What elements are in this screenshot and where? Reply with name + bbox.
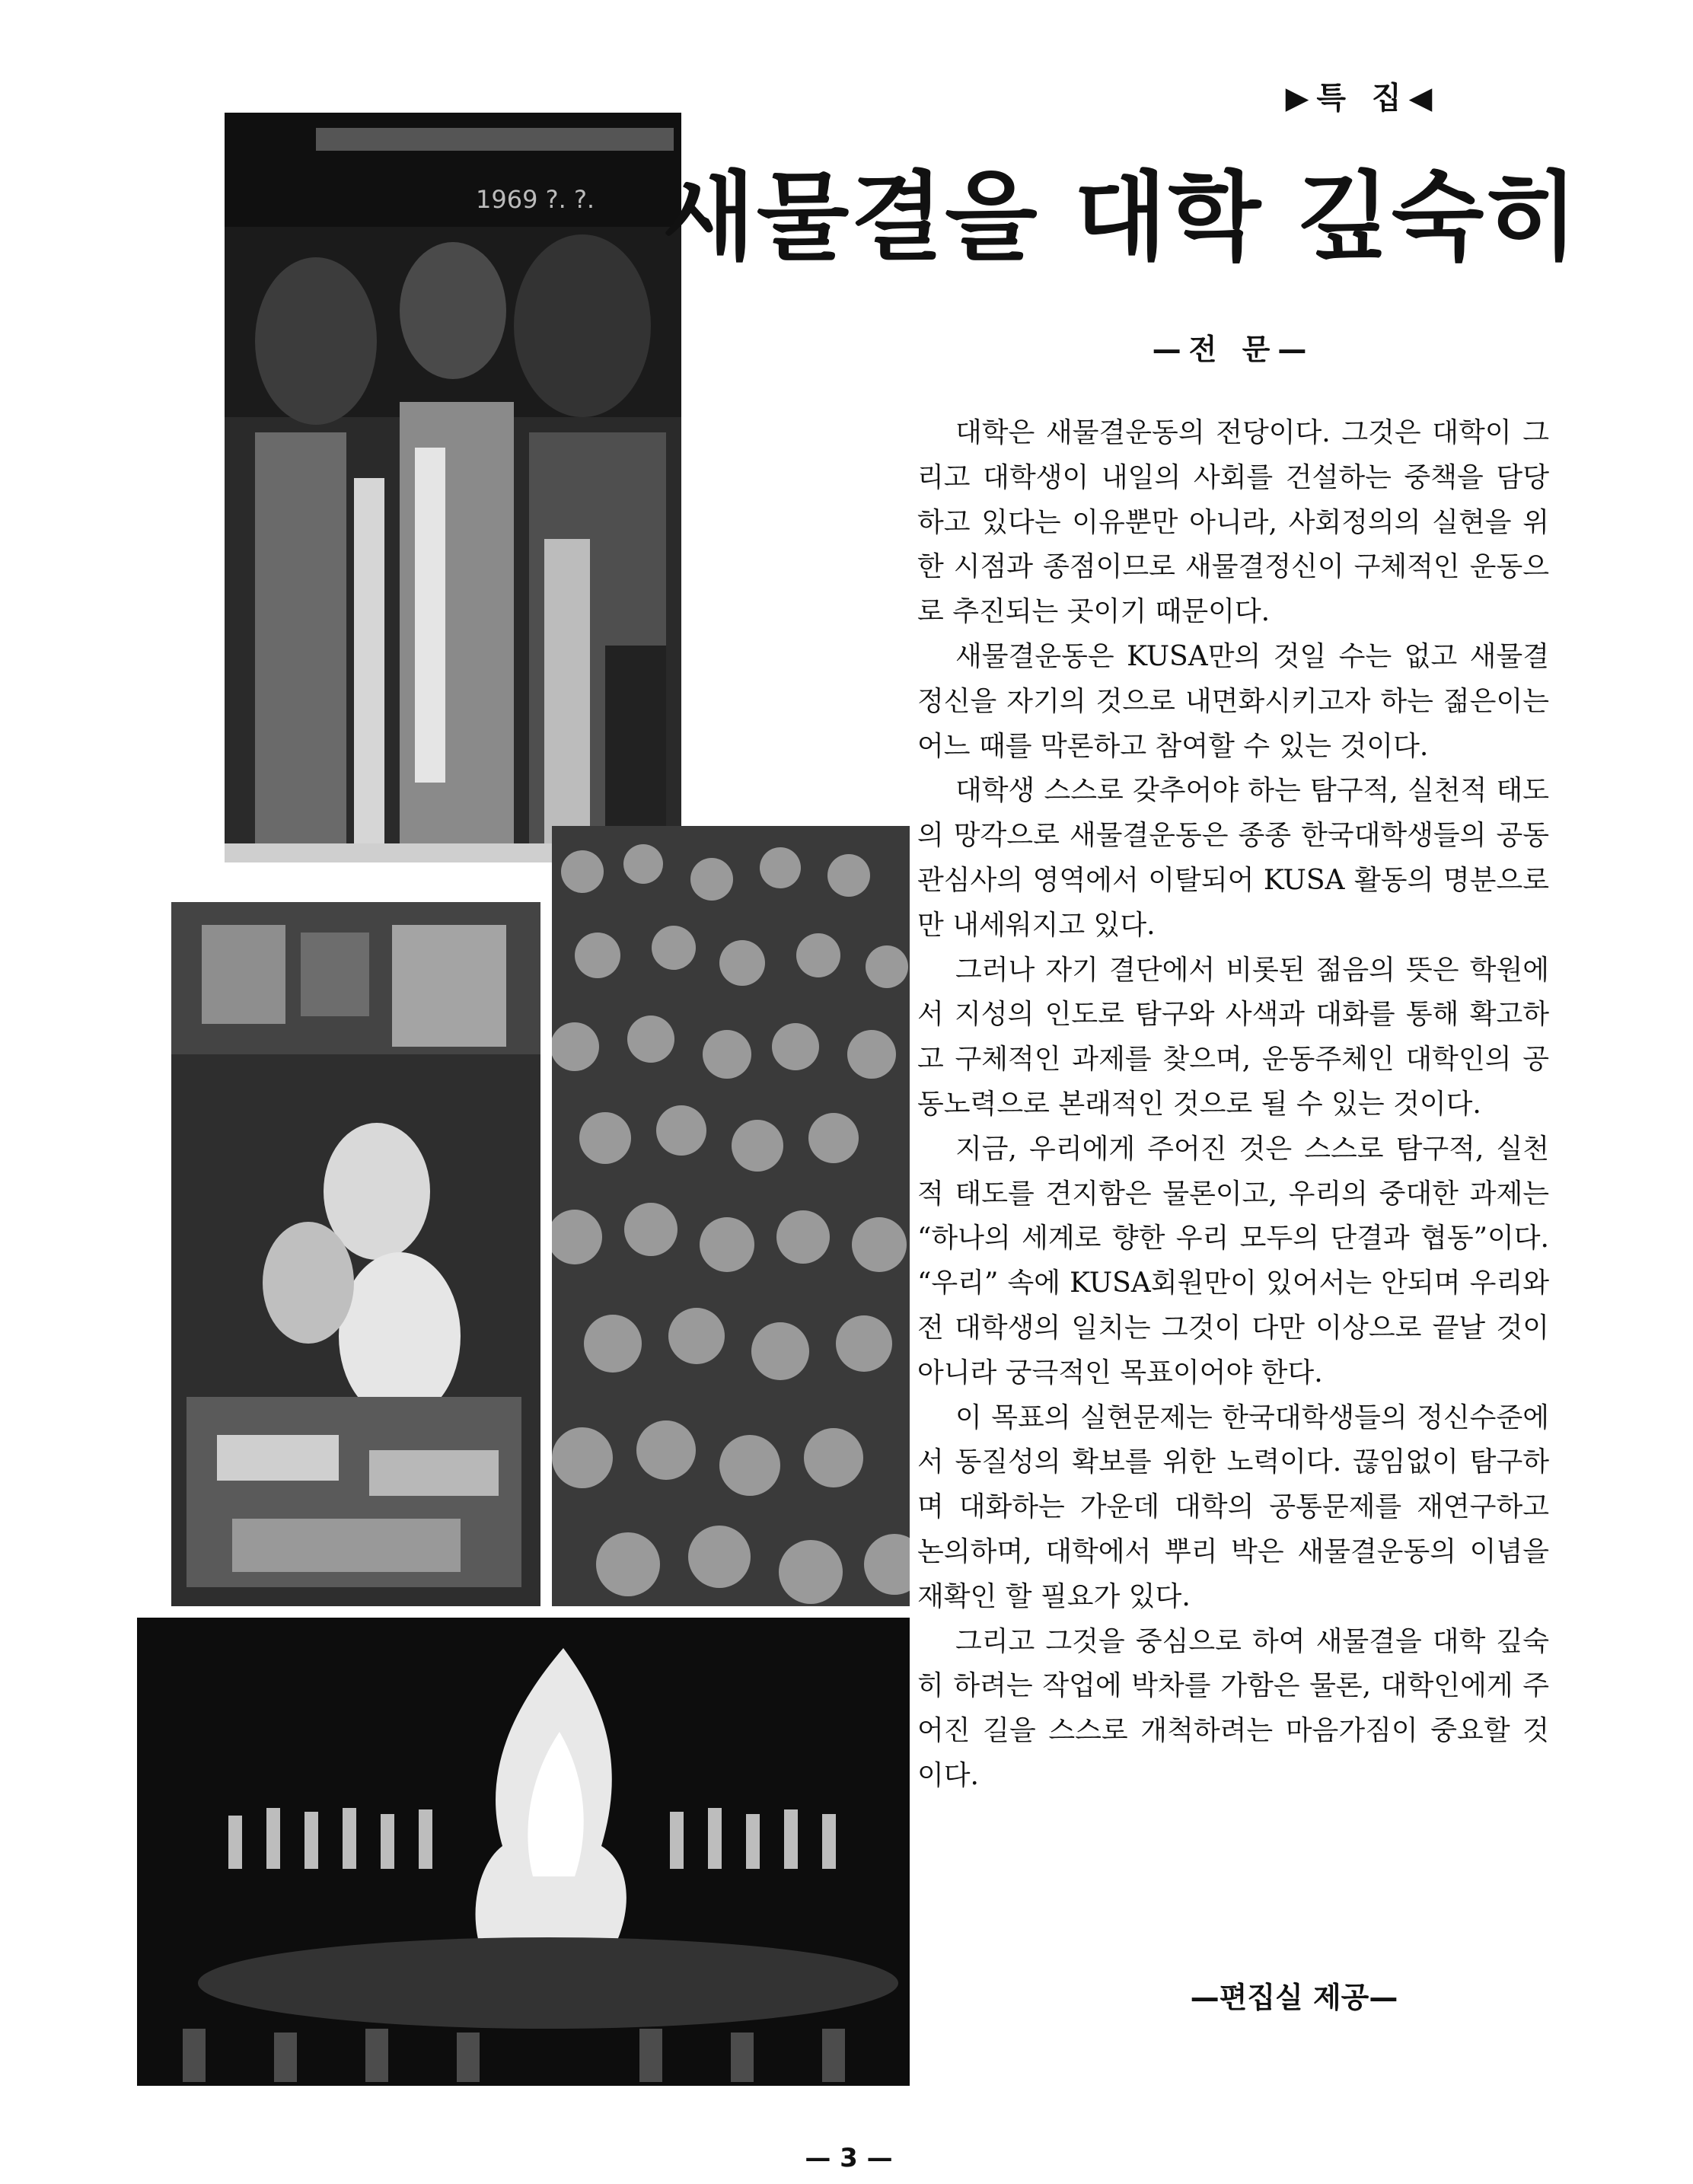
paragraph: 그러나 자기 결단에서 비롯된 젊음의 뜻은 학원에서 지성의 인도로 탐구와 사색과 대화를 통해 확고하고 구체적인 과제를 찾으며, 운동주체인 대학인의 공동노력으로 본래적인 것으로 될 수 있는 것이다. [917,954,1549,1120]
photo-bonfire [137,1618,910,2086]
photo-stage-event [225,113,681,862]
paragraph: 새물결운동은 KUSA만의 것일 수는 없고 새물결 정신을 자기의 것으로 내면화시키고자 하는 젊은이는 어느 때를 막론하고 참여할 수 있는 것이다. [917,640,1549,762]
paragraph: 대학은 새물결운동의 전당이다. 그것은 대학이 그리고 대학생이 내일의 사회를 건설하는 중책을 담당하고 있다는 이유뿐만 아니라, 사회정의의 실현을 위한 시점과 종점이므로 새물결정신이 구체적인 운동으로 추진되는 곳이기 때문이다. [917,417,1549,628]
editorial-signature: —편집실 제공— [1190,1980,1398,2014]
paragraph: 그리고 그것을 중심으로 하여 새물결을 대학 깊숙히 하려는 작업에 박차를 가함은 물론, 대학인에게 주어진 길을 스스로 개척하려는 마음가짐이 중요할 것이다. [917,1625,1549,1791]
paragraph: 이 목표의 실현문제는 한국대학생들의 정신수준에서 동질성의 확보를 위한 노력이다. 끊임없이 탐구하며 대화하는 가운데 대학의 공통문제를 재연구하고 논의하며, 대학에서 뿌리 박은 새물결운동의 이념을 재확인 할 필요가 있다. [917,1401,1549,1612]
section-tag: ▶특 집◀ [1285,80,1440,116]
preface-heading: —전 문— [1152,332,1315,366]
photo-study-scene [171,902,540,1606]
page-number: — 3 — [805,2143,893,2173]
paragraph: 대학생 스스로 갖추어야 하는 탐구적, 실천적 태도의 망각으로 새물결운동은 종종 한국대학생들의 공동 관심사의 영역에서 이탈되어 KUSA 활동의 명분으로만 내세워지고 있다. [917,775,1549,941]
article-title: 새물결을 대학 깊숙히 [662,161,1580,273]
banner-text: 1969 ?. ?. [476,185,595,214]
article-body [917,411,1549,1799]
paragraph: 지금, 우리에게 주어진 것은 스스로 탐구적, 실천적 태도를 견지함은 물론이고, 우리의 중대한 과제는 “하나의 세계로 향한 우리 모두의 단결과 협동”이다. “우리” 속에 KUSA회원만이 있어서는 안되며 우리와 전 대학생의 일치는 그것이 다만 이상으로 끝날 것이 아니라 궁극적인 목표이어야 한다. [917,1133,1549,1389]
photo-crowd [552,826,910,1606]
